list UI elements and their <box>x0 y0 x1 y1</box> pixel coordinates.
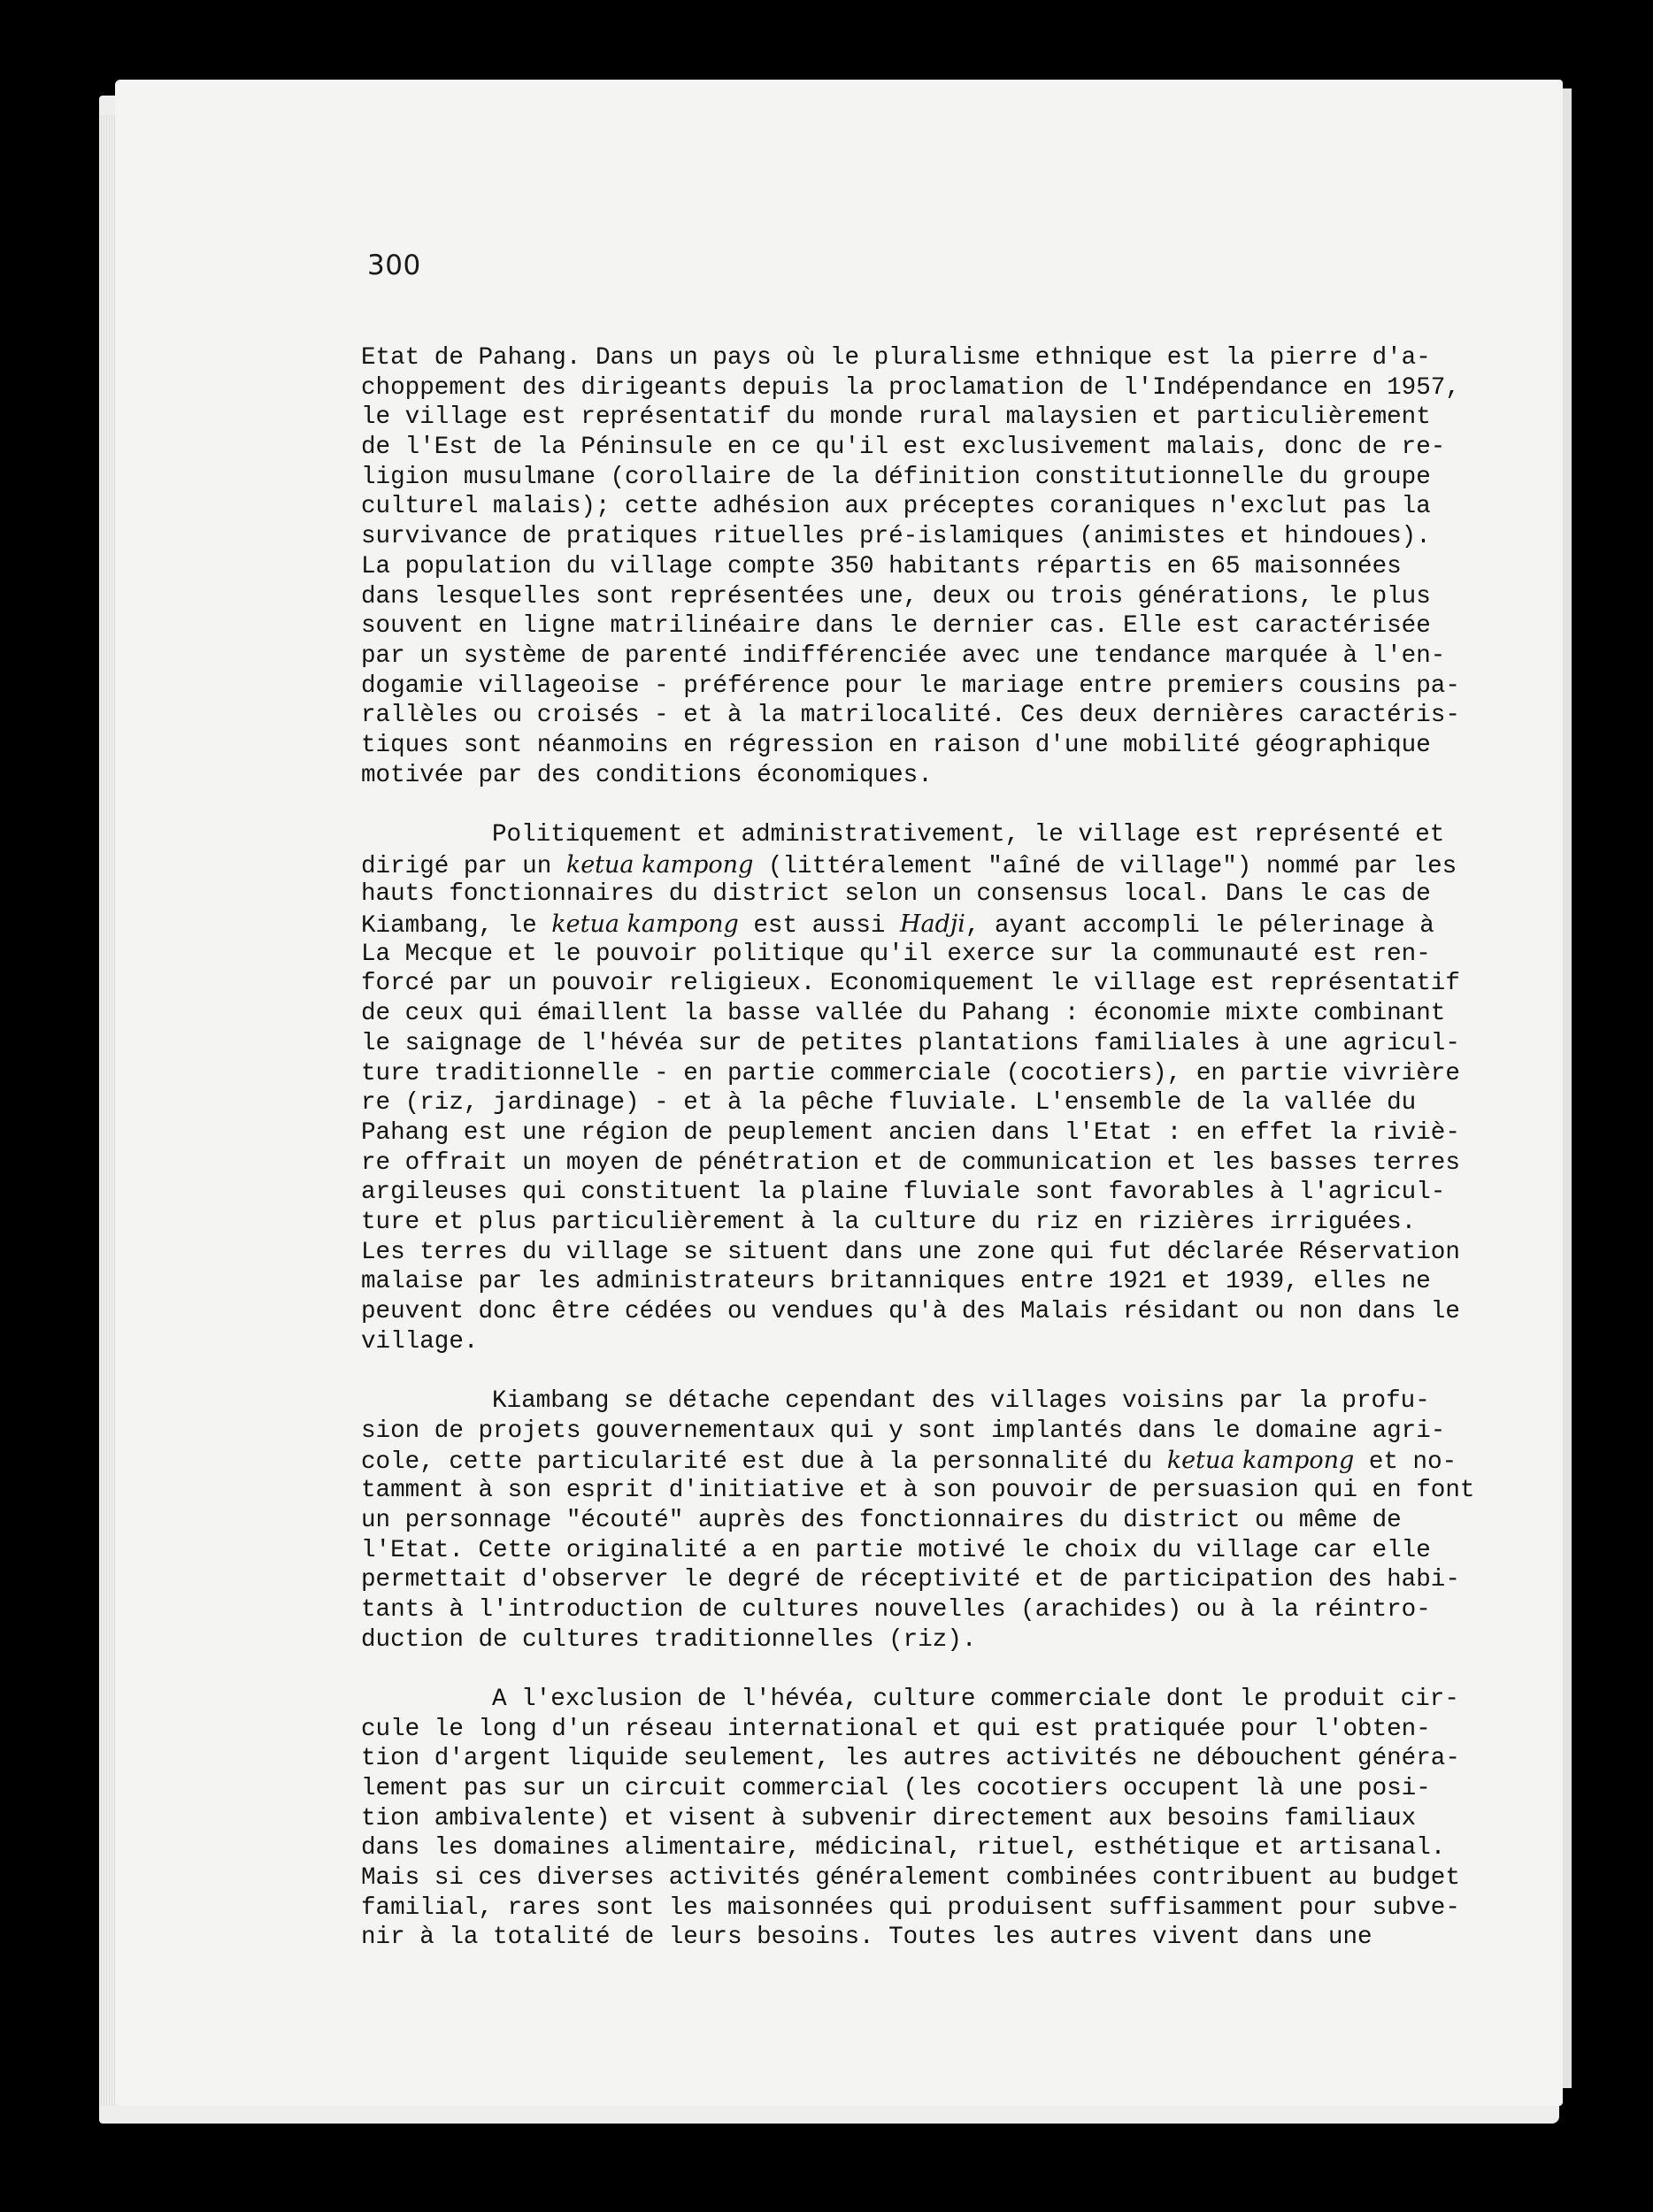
text-segment: et no- <box>1354 1448 1457 1477</box>
text-segment: La Mecque et le pouvoir politique qu'il exerce sur la communauté est ren- <box>361 940 1431 968</box>
text-line <box>361 1833 1469 1863</box>
text-segment: Les terres du village se situent dans une zone qui fut déclarée Réservation <box>361 1238 1460 1266</box>
text-segment: hauts fonctionnaires du district selon un consensus local. Dans le cas de <box>361 880 1431 909</box>
text-segment: village. <box>361 1327 479 1356</box>
text-segment: Kiambang se détache cependant des villages voisins par la profu- <box>492 1387 1430 1416</box>
text-line <box>361 1863 1469 1893</box>
text-line <box>361 850 1469 880</box>
text-segment: familial, rares sont les maisonnées qui produisent suffisamment pour subve- <box>361 1893 1460 1922</box>
text-line <box>361 761 1469 791</box>
text-segment: souvent en ligne matrilinéaire dans le dernier cas. Elle est caractérisée <box>361 612 1431 641</box>
paragraph <box>361 820 1469 1356</box>
italic-term: ketua kampong <box>565 850 754 879</box>
text-line <box>361 552 1469 582</box>
text-segment: dans les domaines alimentaire, médicinal, rituel, esthétique et artisanal. <box>361 1834 1446 1863</box>
text-segment: par un système de parenté indifférenciée avec une tendance marquée à l'en- <box>361 641 1446 670</box>
text-line <box>361 1565 1469 1595</box>
text-line <box>361 1595 1469 1625</box>
text-segment: permettait d'observer le degré de réceptivité et de participation des habi- <box>361 1566 1460 1594</box>
text-line <box>361 641 1469 672</box>
text-segment: dogamie villageoise - préférence pour le mariage entre premiers cousins pa- <box>361 672 1460 700</box>
text-segment: lement pas sur un circuit commercial (les cocotiers occupent là une posi- <box>361 1775 1431 1802</box>
text-line <box>361 1893 1469 1924</box>
text-segment: motivée par des conditions économiques. <box>361 761 933 789</box>
text-line <box>361 1476 1475 1506</box>
text-segment: choppement des dirigeants depuis la proclamation de l'Indépendance en 1957, <box>361 373 1460 402</box>
text-line <box>361 1238 1469 1268</box>
text-segment: forcé par un pouvoir religieux. Economiquement le village est représentatif <box>361 970 1460 998</box>
text-segment: tion ambivalente) et visent à subvenir directement aux besoins familiaux <box>361 1804 1417 1832</box>
text-line <box>361 1148 1469 1179</box>
text-line <box>361 522 1469 552</box>
text-segment: sion de projets gouvernementaux qui y sont implantés dans le domaine agri- <box>361 1417 1446 1445</box>
text-segment: est aussi <box>738 912 900 941</box>
text-line <box>361 999 1469 1029</box>
text-segment: tamment à son esprit d'initiative et à son pouvoir de persuasion qui en font <box>361 1477 1475 1505</box>
text-line <box>361 1625 1469 1655</box>
text-line <box>361 1059 1469 1089</box>
text-line <box>361 1386 1469 1417</box>
text-line <box>361 1088 1469 1118</box>
text-line <box>361 1118 1469 1148</box>
text-segment: cule le long d'un réseau international et qui est pratiquée pour l'obten- <box>361 1715 1431 1743</box>
paragraph <box>361 1685 1469 1953</box>
text-segment: malaise par les administrateurs britanniques entre 1921 et 1939, elles ne <box>361 1268 1431 1296</box>
text-segment: survivance de pratiques rituelles pré-islamiques (animistes et hindoues). <box>361 523 1431 551</box>
text-segment: Pahang est une région de peuplement ancien dans l'Etat : en effet la riviè- <box>361 1118 1460 1147</box>
text-line <box>361 879 1469 910</box>
italic-term: Hadji <box>899 910 965 939</box>
text-segment: Mais si ces diverses activités généralement combinées contribuent au budget <box>361 1864 1460 1893</box>
text-segment: tants à l'introduction de cultures nouvelles (arachides) ou à la réintro- <box>361 1595 1431 1624</box>
text-segment: le village est représentatif du monde rural malaysien et particulièrement <box>361 403 1431 432</box>
page-number: 300 <box>367 250 421 281</box>
text-line <box>361 1923 1469 1953</box>
body-text <box>361 343 1475 1953</box>
text-line <box>361 463 1469 493</box>
text-line <box>361 343 1469 373</box>
text-segment: re offrait un moyen de pénétration et de communication et les basses terres <box>361 1148 1460 1177</box>
text-line <box>361 1715 1469 1745</box>
text-segment: duction de cultures traditionnelles (riz). <box>361 1625 977 1654</box>
text-line <box>361 1774 1469 1804</box>
text-line <box>361 1744 1469 1774</box>
text-line <box>361 1029 1469 1059</box>
text-line <box>361 1685 1469 1715</box>
text-segment: Etat de Pahang. Dans un pays où le pluralisme ethnique est la pierre d'a- <box>361 344 1431 372</box>
text-line <box>361 1327 1469 1357</box>
text-line <box>361 820 1469 850</box>
text-line <box>361 1267 1469 1297</box>
text-segment: de ceux qui émaillent la basse vallée du Pahang : économie mixte combinant <box>361 1000 1446 1028</box>
text-segment: ture traditionnelle - en partie commerciale (cocotiers), en partie vivrière <box>361 1059 1460 1087</box>
text-segment: rallèles ou croisés - et à la matrilocalité. Ces deux dernières caractéris- <box>361 702 1460 730</box>
text-line <box>361 940 1469 970</box>
text-line <box>361 1208 1469 1238</box>
text-segment: le saignage de l'hévéa sur de petites plantations familiales à une agricul- <box>361 1029 1460 1057</box>
text-segment: l'Etat. Cette originalité a en partie motivé le choix du village car elle <box>361 1536 1431 1564</box>
text-line <box>361 403 1469 433</box>
text-segment: de l'Est de la Péninsule en ce qu'il est exclusivement malais, donc de re- <box>361 434 1446 462</box>
text-segment: cole, cette particularité est due à la personnalité du <box>361 1448 1167 1477</box>
text-line <box>361 1178 1469 1208</box>
text-line <box>361 731 1469 761</box>
paragraph <box>361 343 1469 790</box>
text-line <box>361 910 1469 940</box>
text-segment: Politiquement et administrativement, le village est représenté et <box>492 821 1445 849</box>
paragraph <box>361 1386 1475 1655</box>
text-segment: peuvent donc être cédées ou vendues qu'à des Malais résidant ou non dans le <box>361 1298 1460 1325</box>
text-line <box>361 672 1469 702</box>
text-segment: , ayant accompli le pélerinage à <box>965 912 1434 941</box>
text-segment: nir à la totalité de leurs besoins. Toutes les autres vivent dans une <box>361 1924 1372 1952</box>
text-segment: culturel malais); cette adhésion aux préceptes coraniques n'exclut pas la <box>361 493 1431 521</box>
text-line <box>361 582 1469 612</box>
text-segment: ligion musulmane (corollaire de la définition constitutionnelle du groupe <box>361 463 1431 491</box>
text-line <box>361 1804 1469 1834</box>
text-segment: un personnage "écouté" auprès des fonctionnaires du district ou même de <box>361 1506 1402 1534</box>
text-segment: ture et plus particulièrement à la culture du riz en rizières irriguées. <box>361 1208 1417 1236</box>
text-line <box>361 433 1469 463</box>
text-segment: A l'exclusion de l'hévéa, culture commerciale dont le produit cir- <box>492 1685 1459 1713</box>
text-segment: tion d'argent liquide seulement, les autres activités ne débouchent généra- <box>361 1745 1460 1773</box>
text-segment: dans lesquelles sont représentées une, deux ou trois générations, le plus <box>361 582 1431 611</box>
text-line <box>361 373 1469 403</box>
italic-term: ketua kampong <box>551 910 739 939</box>
text-line <box>361 611 1469 641</box>
text-segment: La population du village compte 350 habitants répartis en 65 maisonnées <box>361 552 1402 580</box>
text-segment: dirigé par un <box>361 852 566 880</box>
text-segment: argileuses qui constituent la plaine fluviale sont favorables à l'agricul- <box>361 1179 1446 1207</box>
text-line <box>361 969 1469 999</box>
text-segment: tiques sont néanmoins en régression en raison d'une mobilité géographique <box>361 731 1431 759</box>
text-line <box>361 1536 1469 1566</box>
text-line <box>361 492 1469 522</box>
italic-term: ketua kampong <box>1166 1447 1355 1475</box>
text-line <box>361 1297 1469 1327</box>
text-segment: re (riz, jardinage) - et à la pêche fluviale. L'ensemble de la vallée du <box>361 1089 1417 1118</box>
text-line <box>361 701 1469 731</box>
text-segment: (littéralement "aîné de village") nommé par les <box>753 852 1457 880</box>
text-segment: Kiambang, le <box>361 912 552 941</box>
text-line <box>361 1446 1469 1476</box>
text-line <box>361 1506 1469 1536</box>
text-line <box>361 1417 1469 1447</box>
